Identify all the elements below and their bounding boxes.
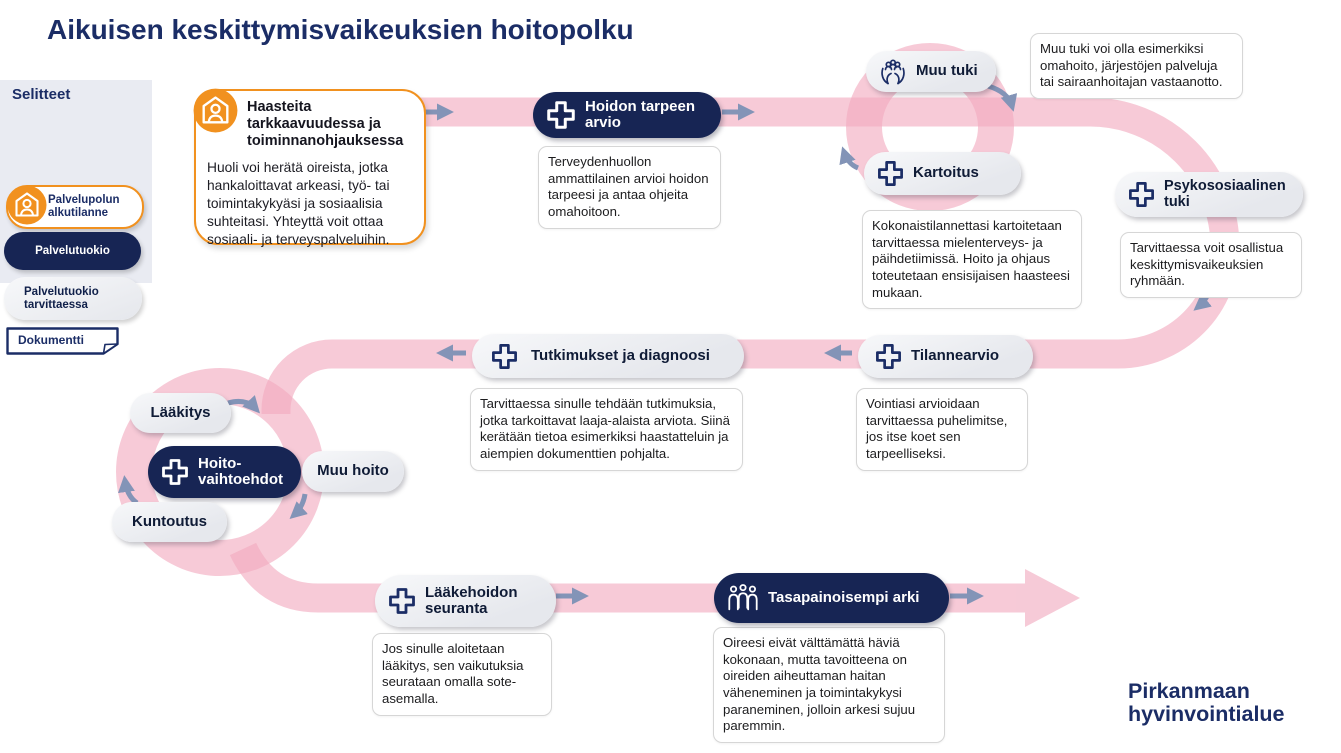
medical-cross-icon bbox=[876, 159, 905, 188]
legend-item-start bbox=[6, 185, 144, 229]
node-label: Psykososiaalinen tuki bbox=[1164, 177, 1286, 210]
node-laakehoidon-seuranta bbox=[375, 575, 556, 627]
description-kartoitus: Kokonaistilannettasi kartoitetaan tarvittaessa mielenterveys- ja päihdetiimissä. Hoito ja ohjaus toteutetaan ensisijaisen haasteesi mukaan. bbox=[862, 210, 1082, 309]
path-end-arrowhead bbox=[1025, 569, 1080, 627]
house-person-icon bbox=[193, 88, 238, 138]
node-label: Muu hoito bbox=[317, 462, 389, 480]
node-label: Tasapainoisempi arki bbox=[768, 588, 920, 606]
node-psykososiaalinen-tuki bbox=[1115, 172, 1303, 217]
description-muu-tuki: Muu tuki voi olla esimerkiksi omahoito, järjestöjen palveluja tai sairaanhoitajan vastaanotto. bbox=[1030, 33, 1243, 99]
description-tasapainoisempi-arki: Oireesi eivät välttämättä häviä kokonaan, mutta tavoitteena on oireiden aiheuttaman haitan väheneminen ja toimintakykysi paraneminen, jolloin arkesi sujuu paremmin. bbox=[713, 627, 945, 743]
node-label: Kartoitus bbox=[913, 164, 979, 182]
node-tasapainoisempi-arki bbox=[714, 573, 949, 623]
node-label: Hoidon tarpeen arvio bbox=[585, 97, 696, 131]
node-label: Muu tuki bbox=[916, 62, 978, 80]
node-label: Lääkitys bbox=[150, 403, 211, 421]
node-hoidon-tarpeen-arvio bbox=[533, 92, 721, 138]
node-tutkimukset-ja-diagnoosi bbox=[472, 334, 744, 378]
legend-item-optional bbox=[4, 277, 142, 320]
node-label: Tilannearvio bbox=[911, 347, 1000, 365]
medical-cross-icon bbox=[1127, 180, 1156, 209]
legend-item-label: Palvelupolun alkutilanne bbox=[48, 194, 120, 219]
people-group-icon bbox=[726, 583, 760, 613]
medical-cross-icon bbox=[545, 99, 577, 131]
description-tutkimukset: Tarvittaessa sinulle tehdään tutkimuksia, jotka tarkoittavat laaja-alaista arviota. Siinä kerätään tietoa esimerkiksi haastatteluin ja aiempien dokumenttien pohjalta. bbox=[470, 388, 743, 471]
node-muu-hoito bbox=[302, 451, 404, 492]
description-tilannearvio: Vointiasi arvioidaan tarvittaessa puhelimitse, jos itse koet sen tarpeelliseksi. bbox=[856, 388, 1028, 471]
medical-cross-icon bbox=[387, 586, 417, 616]
legend-item-label: Palvelutuokio bbox=[35, 244, 110, 257]
node-hoito-vaihtoehdot bbox=[148, 446, 301, 498]
legend-item-document bbox=[6, 327, 119, 355]
legend-item-service bbox=[4, 232, 141, 270]
organization-logo: Pirkanmaan hyvinvointialue bbox=[1128, 679, 1285, 727]
start-node-body: Huoli voi herätä oireista, jotka hankaloittavat arkeasi, työ- tai toimintakykyäsi ja sosiaalisia suhteitasi. Yhteyttä voit ottaa sosiaali- ja terveyspalveluihin. bbox=[207, 160, 390, 247]
medical-cross-icon bbox=[874, 342, 903, 371]
description-psykososiaalinen-tuki: Tarvittaessa voit osallistua keskittymisvaikeuksien ryhmään. bbox=[1120, 232, 1302, 298]
legend-panel bbox=[0, 80, 152, 347]
node-label: Kuntoutus bbox=[132, 512, 207, 530]
legend-item-label: Dokumentti bbox=[18, 333, 84, 347]
description-hoidon-tarpeen-arvio: Terveydenhuollon ammattilainen arvioi hoidon tarpeesi ja antaa ohjeita omahoitoon. bbox=[538, 146, 721, 229]
medical-cross-icon bbox=[160, 457, 190, 487]
legend-item-label: Palvelutuokio tarvittaessa bbox=[24, 285, 99, 311]
node-kuntoutus bbox=[112, 502, 227, 542]
pink-pathway-end bbox=[243, 549, 1080, 627]
description-laakehoidon-seuranta: Jos sinulle aloitetaan lääkitys, sen vaikutuksia seurataan omalla sote-asemalla. bbox=[372, 633, 552, 716]
hands-people-icon bbox=[878, 57, 908, 87]
medical-cross-icon bbox=[490, 342, 519, 371]
node-label: Hoito-vaihtoehdot bbox=[198, 454, 283, 488]
node-kartoitus bbox=[864, 152, 1021, 195]
page-title: Aikuisen keskittymisvaikeuksien hoitopolku bbox=[47, 14, 634, 45]
house-person-icon bbox=[7, 185, 47, 229]
start-node bbox=[194, 89, 426, 245]
node-label: Lääkehoidon seuranta bbox=[425, 583, 518, 617]
legend-heading: Selitteet bbox=[12, 86, 71, 103]
node-label: Tutkimukset ja diagnoosi bbox=[531, 346, 710, 364]
node-laakitys bbox=[130, 393, 231, 433]
start-node-title: Haasteita tarkkaavuudessa ja toiminnanohjauksessa bbox=[247, 99, 404, 150]
node-muu-tuki bbox=[866, 51, 996, 92]
node-tilannearvio bbox=[858, 335, 1033, 378]
